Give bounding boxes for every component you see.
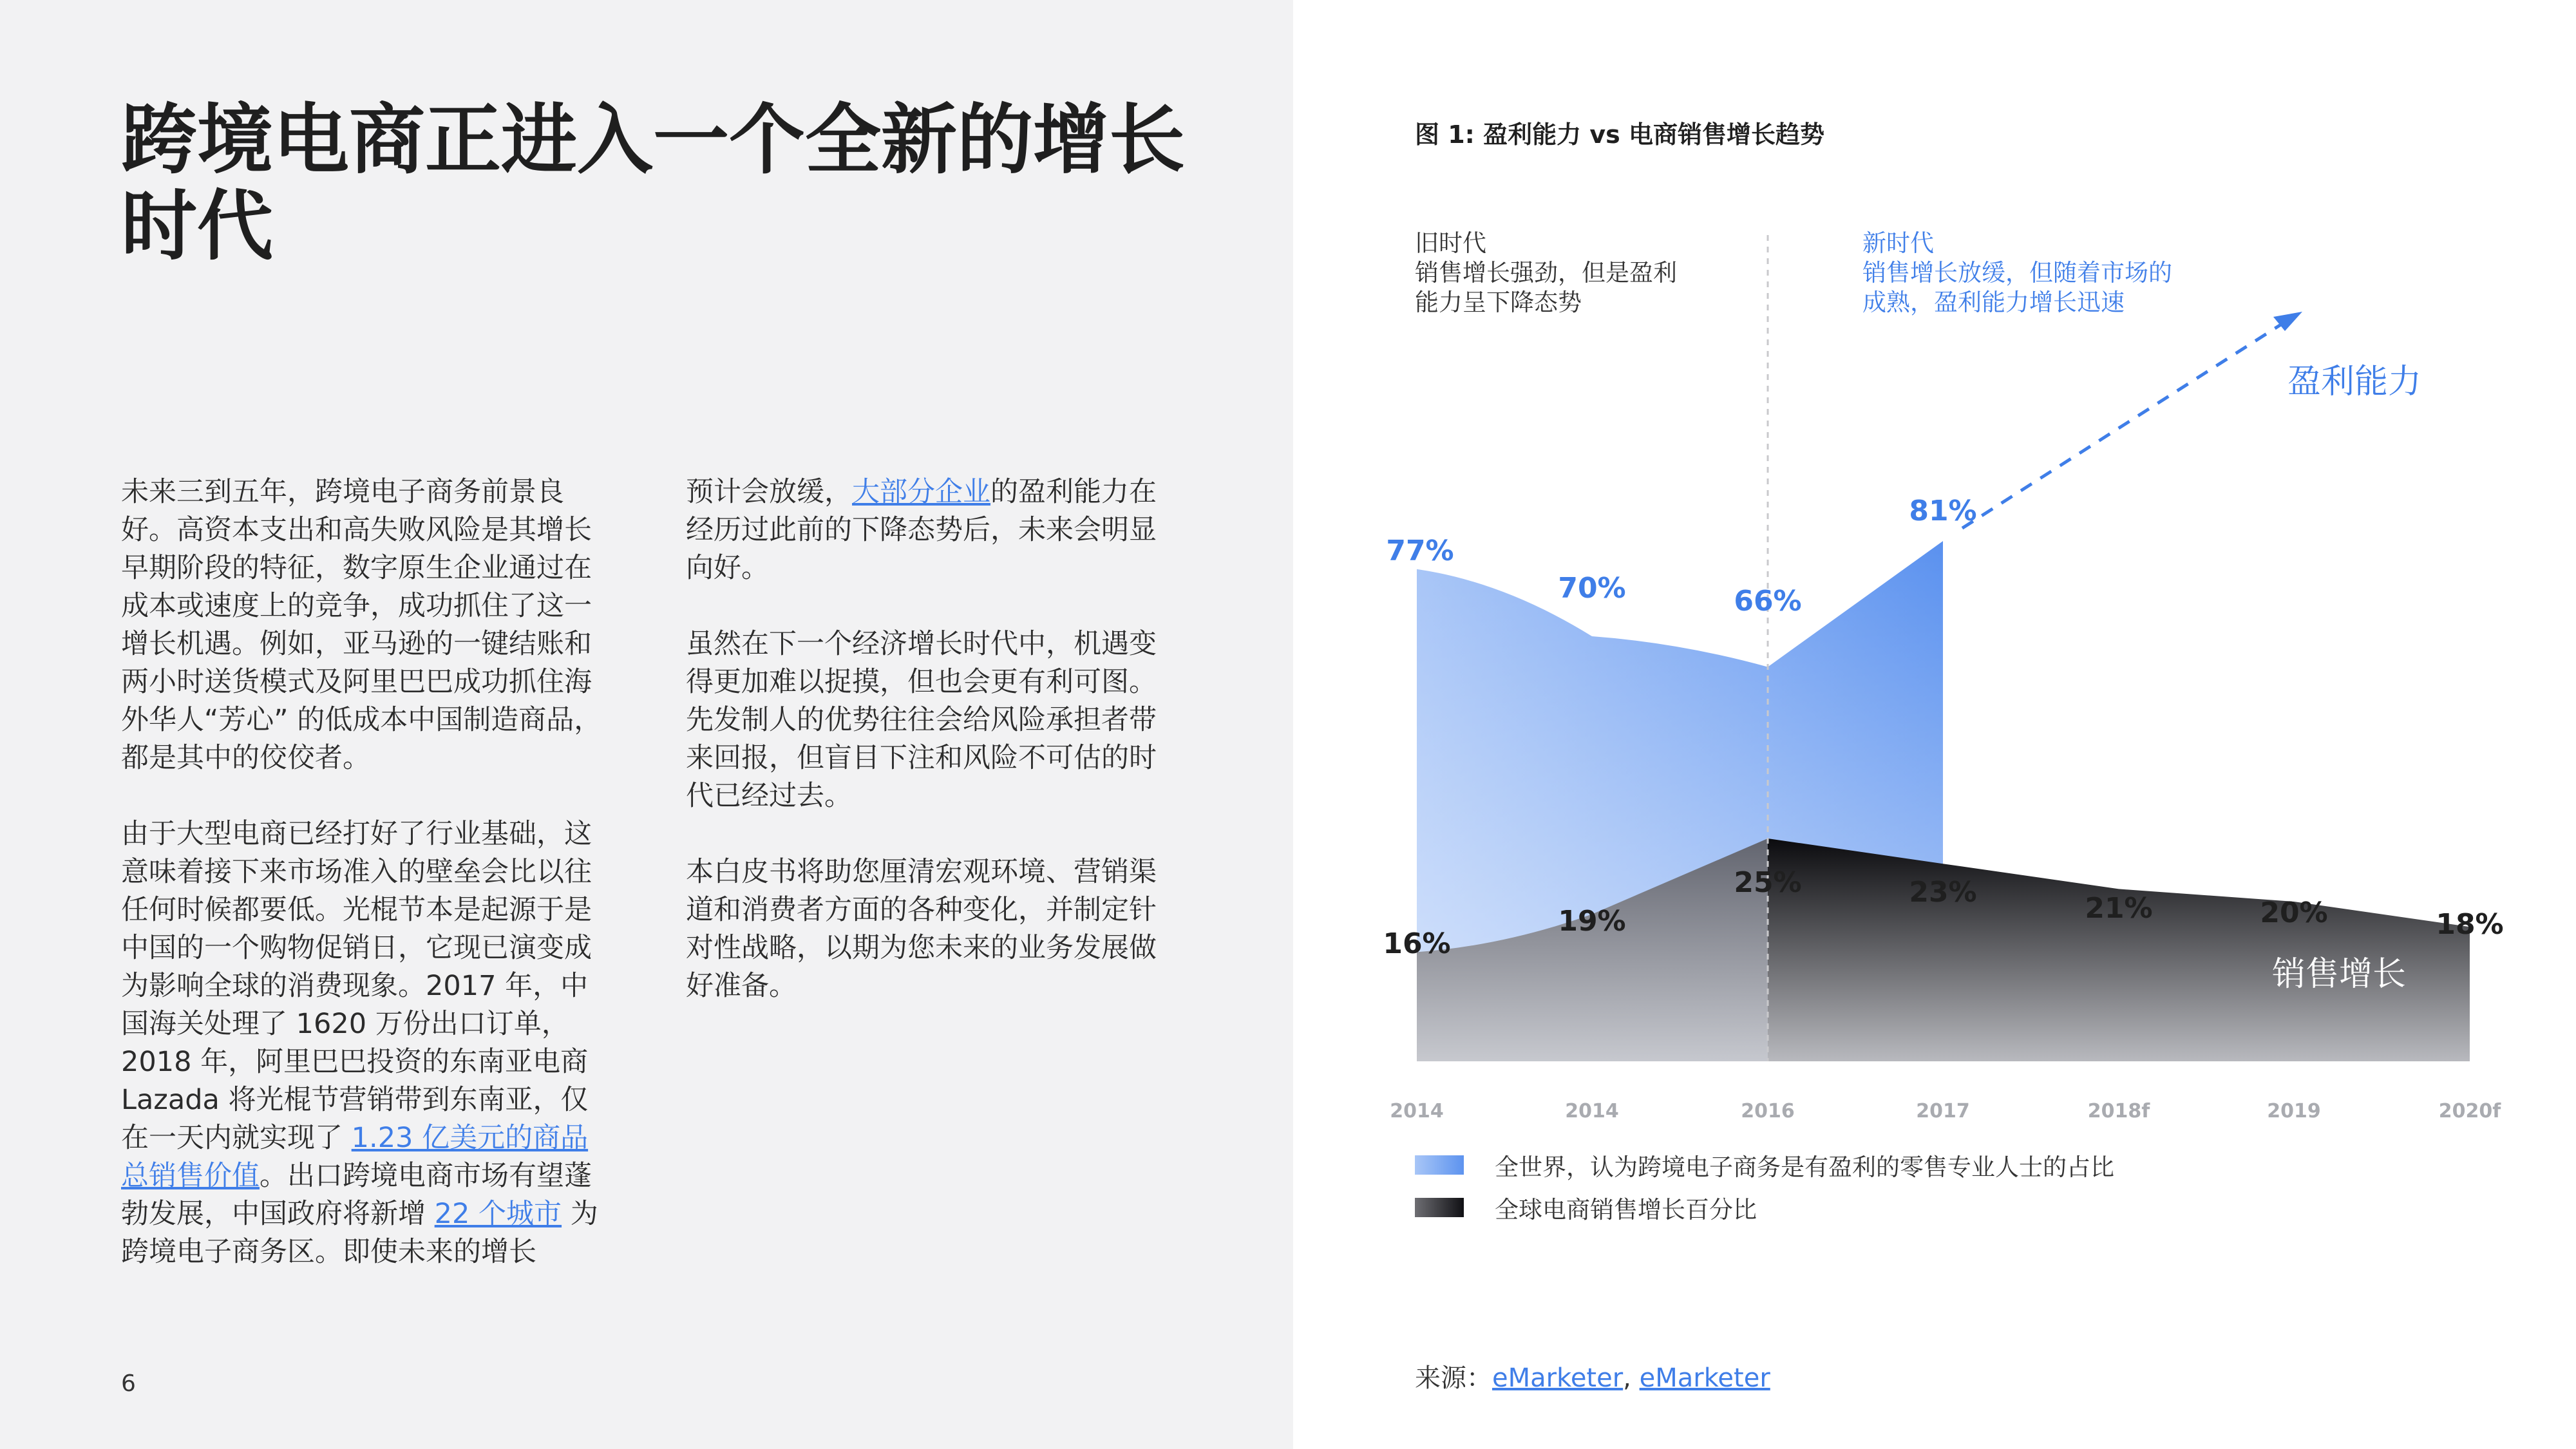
- data-label-sales: 19%: [1558, 905, 1626, 938]
- legend-item-profit: [1415, 1148, 2114, 1182]
- old-era-line-1: 销售增长强劲，但是盈利: [1415, 259, 1677, 287]
- old-era-line-2: 能力呈下降态势: [1415, 289, 1582, 316]
- x-tick-label: 2018f: [2087, 1100, 2150, 1122]
- chart-title: 图 1: 盈利能力 vs 电商销售增长趋势: [1415, 120, 1824, 149]
- legend-swatch-blue: [1415, 1155, 1464, 1175]
- data-label-sales: 18%: [2436, 908, 2504, 941]
- legend-swatch-dark: [1415, 1198, 1464, 1217]
- sales-series-label: 销售增长: [2272, 955, 2407, 994]
- data-label-profit: 66%: [1734, 585, 1802, 618]
- data-label-sales: 20%: [2260, 896, 2328, 929]
- inline-link[interactable]: 22 个城市: [434, 1198, 562, 1230]
- data-label-sales: 21%: [2085, 892, 2153, 925]
- source-line: [1415, 1358, 1770, 1394]
- profit-series-label: 盈利能力: [2287, 363, 2422, 401]
- source-sep: ,: [1623, 1363, 1640, 1393]
- legend-item-sales: [1415, 1190, 1757, 1225]
- new-era-line-1: 销售增长放缓，但随着市场的: [1862, 259, 2172, 287]
- page-number: 6: [121, 1370, 136, 1397]
- legend-label-profit: 全世界，认为跨境电子商务是有盈利的零售专业人士的占比: [1495, 1153, 2114, 1181]
- x-tick-label: 2019: [2267, 1100, 2321, 1122]
- source-link-1[interactable]: eMarketer: [1492, 1363, 1624, 1393]
- legend-label-sales: 全球电商销售增长百分比: [1495, 1196, 1757, 1224]
- new-era-heading: 新时代: [1862, 229, 1934, 257]
- x-tick-label: 2020f: [2438, 1100, 2501, 1122]
- inline-link[interactable]: 大部分企业: [852, 476, 990, 508]
- data-label-profit: 70%: [1558, 572, 1626, 605]
- paragraph-text: 预计会放缓，: [686, 476, 852, 508]
- x-tick-label: 2016: [1741, 1100, 1795, 1122]
- paragraph-text: 由于大型电商已经打好了行业基础，这意味着接下来市场准入的壁垒会比以往任何时候都要低。光棍节本是起源于是中国的一个购物促销日，它现已演变成为影响全球的消费现象。2017 年，中国海关处理了 1620 万份出口订单，2018 年，阿里巴巴投资的东南亚电商 Lazada 将光棍节营销带到东南亚，仅在一天内就实现了: [121, 818, 592, 1154]
- paragraph-text: 本白皮书将助您厘清宏观环境、营销渠道和消费者方面的各种变化，并制定针对性战略，以期为您未来的业务发展做好准备。: [686, 856, 1157, 1002]
- page-title: 跨境电商正进入一个全新的增长时代: [121, 95, 1186, 270]
- x-tick-label: 2017: [1916, 1100, 1970, 1122]
- source-label: 来源：: [1415, 1363, 1492, 1393]
- paragraph-text: 未来三到五年，跨境电子商务前景良好。高资本支出和高失败风险是其增长早期阶段的特征，数字原生企业通过在成本或速度上的竞争，成功抓住了这一增长机遇。例如，亚马逊的一键结账和两小时送货模式及阿里巴巴成功抓住海外华人“芳心” 的低成本中国制造商品，都是其中的佼佼者。: [121, 476, 602, 774]
- paragraph-text: 。出口跨境电商市场有望蓬勃发展，中国政府将新增: [121, 1160, 592, 1230]
- paragraph-text: 虽然在下一个经济增长时代中，机遇变得更加难以捉摸，但也会更有利可图。先发制人的优势往往会给风险承担者带来回报，但盲目下注和风险不可估的时代已经过去。: [686, 628, 1157, 812]
- data-label-sales: 16%: [1383, 927, 1451, 960]
- old-era-heading: 旧时代: [1415, 229, 1486, 257]
- area-sales-new: [1768, 838, 2470, 1061]
- data-label-sales: 23%: [1909, 876, 1977, 909]
- data-label-profit: 81%: [1909, 495, 1977, 527]
- paragraph-text: 为跨境电子商务区。即使未来的增长: [121, 1198, 598, 1268]
- x-tick-label: 2014: [1565, 1100, 1619, 1122]
- paragraph-text: 的盈利能力在经历过此前的下降态势后，未来会明显向好。: [686, 476, 1157, 584]
- new-era-line-2: 成熟，盈利能力增长迅速: [1862, 289, 2125, 316]
- data-label-profit: 77%: [1386, 535, 1454, 567]
- profit-trend-arrow: [1962, 322, 2285, 528]
- data-label-sales: 25%: [1734, 866, 1802, 899]
- inline-link[interactable]: 1.23 亿美元的商品总销售价值: [121, 1122, 589, 1192]
- source-link-2[interactable]: eMarketer: [1639, 1363, 1770, 1393]
- x-tick-label: 2014: [1390, 1100, 1444, 1122]
